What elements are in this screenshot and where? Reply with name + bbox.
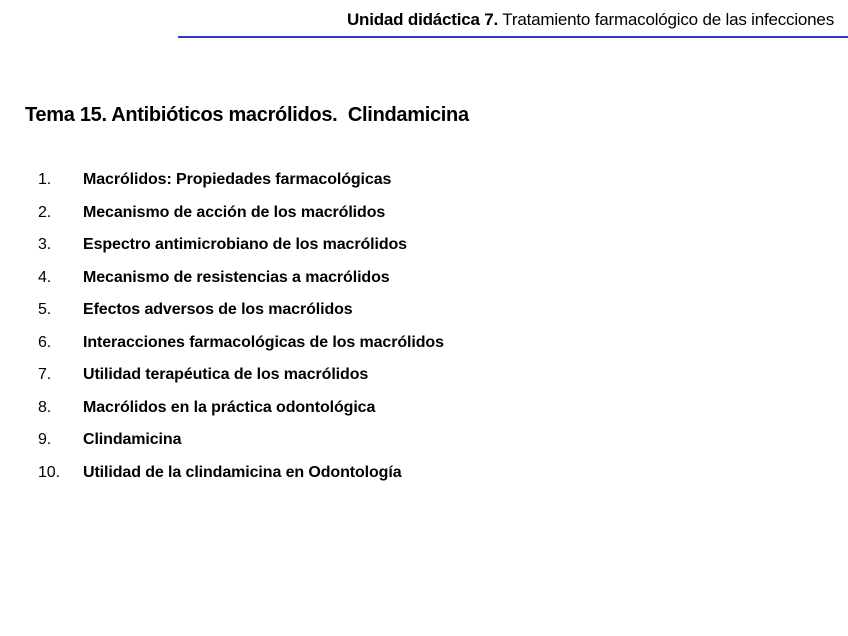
item-number: 1. [38,171,52,188]
item-label: Mecanismo de acción de los macrólidos [83,203,386,221]
item-number: 7. [38,366,52,383]
item-label: Utilidad de la clindamicina en Odontología [83,463,402,481]
item-label: Mecanismo de resistencias a macrólidos [83,268,390,286]
item-number: 6. [38,333,52,351]
item-number: 10. [38,463,60,481]
item-label: Interacciones farmacológicas de los macrólidos [83,333,444,351]
item-number: 8. [38,398,52,416]
unit-label: Unidad didáctica 7. [346,10,499,29]
item-label: Clindamicina [83,431,182,448]
item-number: 9. [38,431,52,448]
item-label: Espectro antimicrobiano de los macrólidos [83,236,407,253]
item-number: 5. [38,301,52,318]
unit-title: Tratamiento farmacológico de las infecciones [498,10,834,29]
slide-header [178,0,848,38]
item-label: Utilidad terapéutica de los macrólidos [83,366,369,383]
item-number: 3. [38,236,52,253]
item-label: Macrólidos en la práctica odontológica [83,398,376,416]
slide-title: Tema 15. Antibióticos macrólidos. Clindamicina [25,104,469,126]
item-number: 2. [38,203,52,221]
header-text [347,10,834,30]
item-number: 4. [38,268,52,286]
item-label: Macrólidos: Propiedades farmacológicas [83,171,392,188]
item-label: Efectos adversos de los macrólidos [83,301,353,318]
